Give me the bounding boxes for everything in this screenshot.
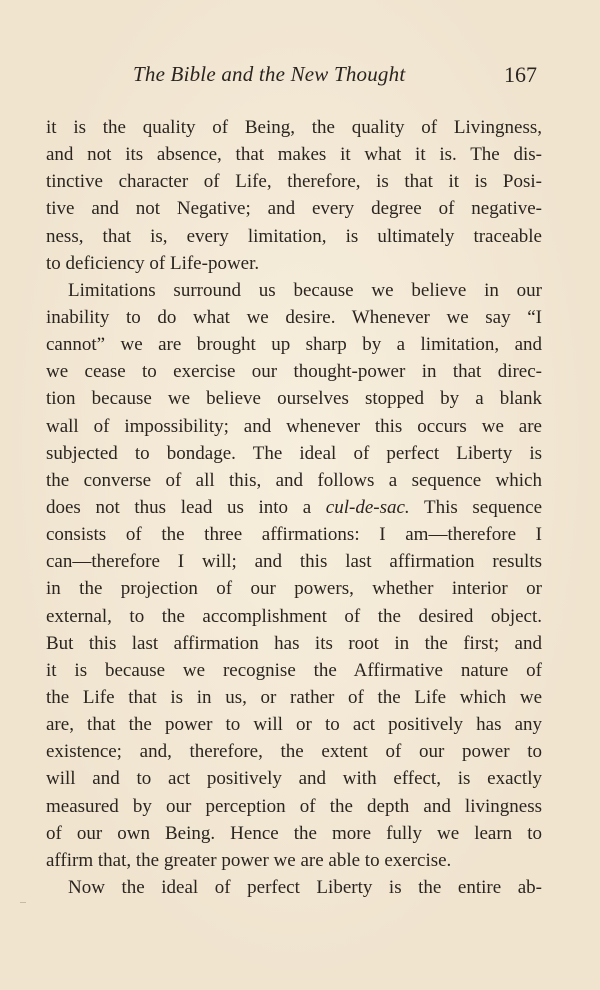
text-line-part: This sequence <box>409 496 543 518</box>
text-line: external, to the accomplishment of the desired object. <box>46 605 542 627</box>
text-line: to deficiency of Life-power. <box>46 252 260 274</box>
text-line: are, that the power to will or to act positively has any <box>46 714 542 736</box>
text-line: in the projection of our powers, whether interior or <box>46 578 542 600</box>
text-line <box>46 494 542 521</box>
text-line: tion because we believe ourselves stopped by a blank <box>46 388 542 410</box>
paragraph-3 <box>46 874 542 901</box>
text-line: will and to act positively and with effect, is exactly <box>46 768 542 790</box>
text-line: tive and not Negative; and every degree of negative- <box>46 198 542 220</box>
body-text <box>46 114 542 901</box>
text-line: cannot” we are brought up sharp by a limitation, and <box>46 334 542 356</box>
text-line: ness, that is, every limitation, is ultimately traceable <box>46 225 542 247</box>
text-line: it is the quality of Being, the quality of Livingness, <box>46 117 542 138</box>
text-line: of our own Being. Hence the more fully we learn to <box>46 822 542 844</box>
text-line: the converse of all this, and follows a sequence which <box>46 469 542 491</box>
paragraph-2 <box>46 277 542 874</box>
text-line: and not its absence, that makes it what it is. The dis- <box>46 144 542 166</box>
text-line: can—therefore I will; and this last affirmation results <box>46 551 542 573</box>
page-header <box>0 62 600 92</box>
text-line: measured by our perception of the depth and livingness <box>46 795 542 817</box>
text-line: we cease to exercise our thought-power in that direc- <box>46 361 542 383</box>
text-line: Limitations surround us because we believe in our <box>68 279 542 301</box>
text-line-part: does not thus lead us into a <box>46 496 326 518</box>
text-line: it is because we recognise the Affirmative nature of <box>46 659 542 681</box>
running-title: The Bible and the New Thought <box>133 62 406 86</box>
text-line: But this last affirmation has its root in the first; and <box>46 632 542 654</box>
italic-term: cul-de-sac. <box>325 496 410 518</box>
text-line: affirm that, the greater power we are able to exercise. <box>46 849 452 871</box>
margin-mark <box>20 902 26 903</box>
page-number: 167 <box>504 62 537 87</box>
text-line: subjected to bondage. The ideal of perfect Liberty is <box>46 442 542 464</box>
text-line: inability to do what we desire. Whenever we say “I <box>46 306 542 328</box>
text-line: consists of the three affirmations: I am—therefore I <box>46 524 542 546</box>
text-line: Now the ideal of perfect Liberty is the entire ab- <box>68 876 542 898</box>
paragraph-1 <box>46 114 542 277</box>
text-line: existence; and, therefore, the extent of our power to <box>46 741 542 763</box>
text-line: tinctive character of Life, therefore, is that it is Posi- <box>46 171 542 193</box>
text-line: wall of impossibility; and whenever this occurs we are <box>46 415 542 437</box>
text-line: the Life that is in us, or rather of the Life which we <box>46 686 542 708</box>
